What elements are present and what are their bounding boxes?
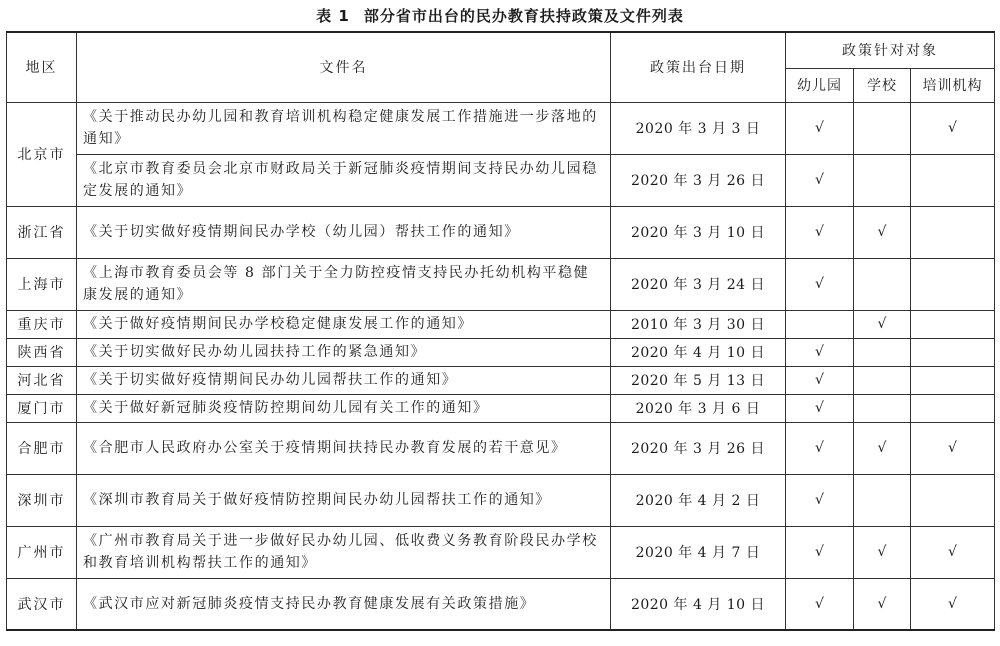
date-cell: 2020 年 3 月 26 日	[611, 154, 786, 206]
document-cell: 《关于做好疫情期间民办学校稳定健康发展工作的通知》	[77, 310, 611, 338]
date-cell: 2020 年 4 月 10 日	[611, 578, 786, 630]
check-kindergarten-cell	[786, 394, 854, 422]
table-row	[7, 102, 995, 154]
table-row	[7, 366, 995, 394]
check-mark-icon: √	[877, 316, 887, 332]
check-mark-icon: √	[877, 544, 887, 560]
check-kindergarten-cell	[786, 474, 854, 526]
header-document: 文件名	[77, 32, 611, 102]
document-cell: 《深圳市教育局关于做好疫情防控期间民办幼儿园帮扶工作的通知》	[77, 474, 611, 526]
document-cell: 《关于做好新冠肺炎疫情防控期间幼儿园有关工作的通知》	[77, 394, 611, 422]
table-row	[7, 154, 995, 206]
check-school-cell	[854, 366, 911, 394]
region-cell: 河北省	[7, 366, 77, 394]
check-school-cell	[854, 338, 911, 366]
document-cell: 《关于切实做好民办幼儿园扶持工作的紧急通知》	[77, 338, 611, 366]
check-school-cell	[854, 526, 911, 578]
check-school-cell	[854, 310, 911, 338]
table-row	[7, 526, 995, 578]
table-row	[7, 474, 995, 526]
check-training-cell	[911, 310, 995, 338]
check-mark-icon: √	[815, 276, 824, 292]
check-training-cell	[911, 526, 995, 578]
region-cell: 上海市	[7, 258, 77, 310]
document-cell: 《关于推动民办幼儿园和教育培训机构稳定健康发展工作措施进一步落地的通知》	[77, 102, 611, 154]
check-training-cell	[911, 102, 995, 154]
check-kindergarten-cell	[786, 338, 854, 366]
table-row	[7, 578, 995, 630]
check-training-cell	[911, 394, 995, 422]
check-kindergarten-cell	[786, 578, 854, 630]
date-cell: 2020 年 4 月 7 日	[611, 526, 786, 578]
check-kindergarten-cell	[786, 102, 854, 154]
check-training-cell	[911, 366, 995, 394]
region-cell: 广州市	[7, 526, 77, 578]
check-mark-icon: √	[948, 544, 957, 560]
date-cell: 2020 年 3 月 10 日	[611, 206, 786, 258]
region-cell: 武汉市	[7, 578, 77, 630]
table-number: 表 1	[316, 7, 350, 25]
check-mark-icon: √	[815, 172, 824, 188]
check-mark-icon: √	[815, 372, 824, 388]
date-cell: 2020 年 3 月 24 日	[611, 258, 786, 310]
document-cell: 《上海市教育委员会等 8 部门关于全力防控疫情支持民办托幼机构平稳健康发展的通知》	[77, 258, 611, 310]
check-training-cell	[911, 578, 995, 630]
check-mark-icon: √	[948, 440, 957, 456]
date-cell: 2020 年 4 月 2 日	[611, 474, 786, 526]
check-kindergarten-cell	[786, 526, 854, 578]
check-mark-icon: √	[815, 120, 824, 136]
check-school-cell	[854, 102, 911, 154]
region-cell: 厦门市	[7, 394, 77, 422]
check-mark-icon: √	[815, 400, 824, 416]
date-cell: 2010 年 3 月 30 日	[611, 310, 786, 338]
region-cell: 合肥市	[7, 422, 77, 474]
check-mark-icon: √	[815, 595, 824, 612]
document-cell: 《武汉市应对新冠肺炎疫情支持民办教育健康发展有关政策措施》	[77, 578, 611, 630]
table-row	[7, 422, 995, 474]
check-mark-icon: √	[948, 120, 957, 136]
check-mark-icon: √	[948, 595, 957, 612]
check-training-cell	[911, 258, 995, 310]
region-cell: 陕西省	[7, 338, 77, 366]
check-mark-icon: √	[815, 224, 824, 240]
document-cell: 《北京市教育委员会北京市财政局关于新冠肺炎疫情期间支持民办幼儿园稳定发展的通知》	[77, 154, 611, 206]
check-mark-icon: √	[877, 440, 887, 456]
check-school-cell	[854, 394, 911, 422]
document-cell: 《广州市教育局关于进一步做好民办幼儿园、低收费义务教育阶段民办学校和教育培训机构帮扶工作的通知》	[77, 526, 611, 578]
table-body	[7, 102, 995, 630]
header-school: 学校	[854, 68, 911, 102]
check-kindergarten-cell	[786, 154, 854, 206]
document-cell: 《合肥市人民政府办公室关于疫情期间扶持民办教育发展的若干意见》	[77, 422, 611, 474]
table-row	[7, 206, 995, 258]
region-cell: 北京市	[7, 102, 77, 206]
check-mark-icon: √	[815, 440, 824, 456]
check-kindergarten-cell	[786, 366, 854, 394]
check-kindergarten-cell	[786, 206, 854, 258]
region-cell: 重庆市	[7, 310, 77, 338]
check-school-cell	[854, 206, 911, 258]
region-cell: 浙江省	[7, 206, 77, 258]
table-title: 部分省市出台的民办教育扶持政策及文件列表	[363, 7, 684, 25]
check-training-cell	[911, 154, 995, 206]
table-row	[7, 394, 995, 422]
check-kindergarten-cell	[786, 258, 854, 310]
document-cell: 《关于切实做好疫情期间民办幼儿园帮扶工作的通知》	[77, 366, 611, 394]
date-cell: 2020 年 3 月 26 日	[611, 422, 786, 474]
check-mark-icon: √	[877, 595, 887, 612]
check-school-cell	[854, 154, 911, 206]
header-date: 政策出台日期	[611, 32, 786, 102]
check-kindergarten-cell	[786, 422, 854, 474]
check-training-cell	[911, 206, 995, 258]
check-school-cell	[854, 258, 911, 310]
check-mark-icon: √	[815, 344, 824, 360]
check-school-cell	[854, 422, 911, 474]
check-school-cell	[854, 578, 911, 630]
check-training-cell	[911, 422, 995, 474]
table-row	[7, 310, 995, 338]
check-mark-icon: √	[877, 224, 887, 240]
region-cell: 深圳市	[7, 474, 77, 526]
table-row	[7, 338, 995, 366]
header-region: 地区	[7, 32, 77, 102]
date-cell: 2020 年 3 月 6 日	[611, 394, 786, 422]
header-training: 培训机构	[911, 68, 995, 102]
check-kindergarten-cell	[786, 310, 854, 338]
header-kindergarten: 幼儿园	[786, 68, 854, 102]
check-school-cell	[854, 474, 911, 526]
check-mark-icon: √	[815, 544, 824, 560]
table-row	[7, 258, 995, 310]
check-mark-icon: √	[815, 492, 824, 508]
date-cell: 2020 年 3 月 3 日	[611, 102, 786, 154]
check-training-cell	[911, 474, 995, 526]
header-target-group: 政策针对对象	[786, 32, 995, 68]
check-training-cell	[911, 338, 995, 366]
date-cell: 2020 年 4 月 10 日	[611, 338, 786, 366]
table-caption	[0, 4, 1000, 28]
policy-table	[6, 31, 995, 631]
date-cell: 2020 年 5 月 13 日	[611, 366, 786, 394]
document-cell: 《关于切实做好疫情期间民办学校（幼儿园）帮扶工作的通知》	[77, 206, 611, 258]
